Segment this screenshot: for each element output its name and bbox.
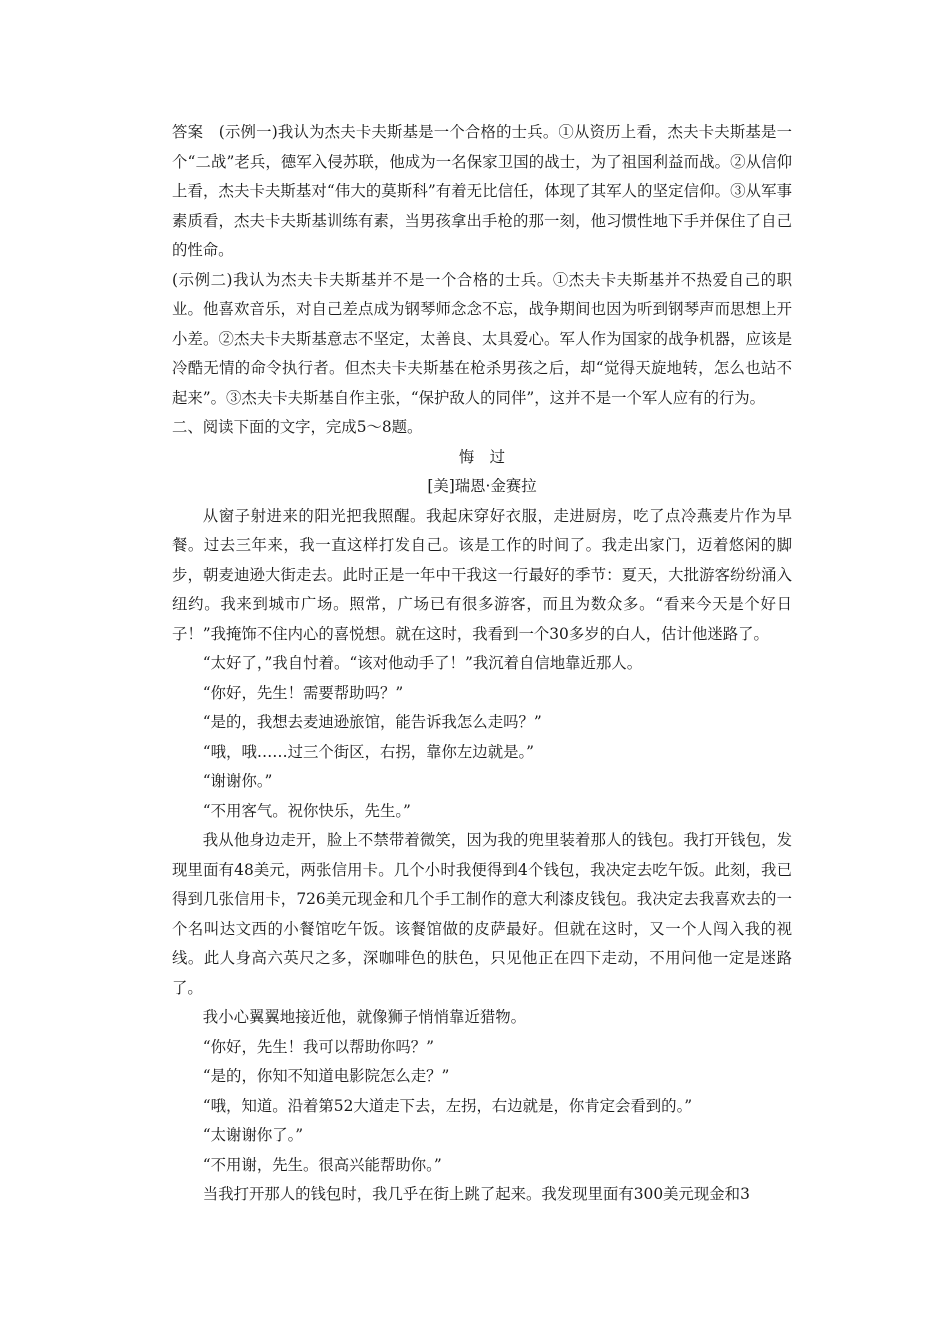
story-paragraph: “哦，哦……过三个街区，右拐，靠你左边就是。” <box>202 742 535 761</box>
answer-example-1: 答案 (示例一)我认为杰夫卡夫斯基是一个合格的士兵。①从资历上看，杰夫卡夫斯基是一个“二战”老兵，德军入侵苏联，他成为一名保家卫国的战士，为了祖国利益而战。②从信仰上看，杰夫卡夫斯基对“伟大的莫斯科”有着无比信任，体现了其军人的坚定信仰。③从军事素质看，杰夫卡夫斯基训练有素，当男孩拿出手枪的那一刻，他习惯性地下手并保住了自己的性命。 <box>172 123 792 259</box>
story-author: [美]瑞恩·金赛拉 <box>427 477 537 495</box>
story-paragraph: “不用客气。祝你快乐，先生。” <box>202 801 411 820</box>
story-paragraph: “太好了，”我自忖着。“该对他动手了！”我沉着自信地靠近那人。 <box>202 654 643 672</box>
story-title: 悔过 <box>458 447 521 466</box>
story-paragraph: 从窗子射进来的阳光把我照醒。我起床穿好衣服，走进厨房，吃了点冷燕麦片作为早餐。过去三年来，我一直这样打发自己。该是工作的时间了。我走出家门，迈着悠闲的脚步，朝麦迪逊大街走去。此时正是一年中干我这一行最好的季节：夏天，大批游客纷纷涌入纽约。我来到城市广场。照常，广场已有很多游客，而且为数众多。“看来今天是个好日子！”我掩饰不住内心的喜悦想。就在这时，我看到一个30多岁的白人，估计他迷路了。 <box>172 506 792 643</box>
story-paragraph: “太谢谢你了。” <box>202 1126 304 1144</box>
story-paragraph: “你好，先生！我可以帮助你吗？” <box>202 1037 435 1056</box>
story-paragraph: “谢谢你。” <box>202 772 273 790</box>
story-paragraph: 我从他身边走开，脸上不禁带着微笑，因为我的兜里装着那人的钱包。我打开钱包，发现里面有48美元，两张信用卡。几个小时我便得到4个钱包，我决定去吃午饭。此刻，我已得到几张信用卡，726美元现金和几个手工制作的意大利漆皮钱包。我决定去我喜欢去的一个名叫达文西的小餐馆吃午饭。该餐馆做的皮萨最好。但就在这时，又一个人闯入我的视线。此人身高六英尺之多，深咖啡色的肤色，只见他正在四下走动，不用问他一定是迷路了。 <box>172 831 792 997</box>
section-heading: 二、阅读下面的文字，完成5～8题。 <box>172 418 423 436</box>
story-paragraph: “是的，你知不知道电影院怎么走？” <box>202 1067 450 1085</box>
story-paragraph: “不用谢，先生。很高兴能帮助你。” <box>202 1155 442 1174</box>
story-paragraph: 我小心翼翼地接近他，就像狮子悄悄靠近猎物。 <box>202 1008 527 1026</box>
document-body <box>172 118 792 1210</box>
story-paragraph: “你好，先生！需要帮助吗？” <box>202 683 404 702</box>
story-paragraph: 当我打开那人的钱包时，我几乎在街上跳了起来。我发现里面有300美元现金和3 <box>202 1185 750 1203</box>
story-paragraph: “哦，知道。沿着第52大道走下去，左拐，右边就是，你肯定会看到的。” <box>202 1096 693 1115</box>
story-paragraph: “是的，我想去麦迪逊旅馆，能告诉我怎么走吗？” <box>202 713 542 731</box>
answer-example-2: (示例二)我认为杰夫卡夫斯基并不是一个合格的士兵。①杰夫卡夫斯基并不热爱自己的职业。他喜欢音乐，对自己差点成为钢琴师念念不忘，战争期间也因为听到钢琴声而思想上开小差。②杰夫卡夫斯基意志不坚定，太善良、太具爱心。军人作为国家的战争机器，应该是冷酷无情的命令执行者。但杰夫卡夫斯基在枪杀男孩之后，却“觉得天旋地转，怎么也站不起来”。③杰夫卡夫斯基自作主张，“保护敌人的同伴”，这并不是一个军人应有的行为。 <box>172 270 792 407</box>
